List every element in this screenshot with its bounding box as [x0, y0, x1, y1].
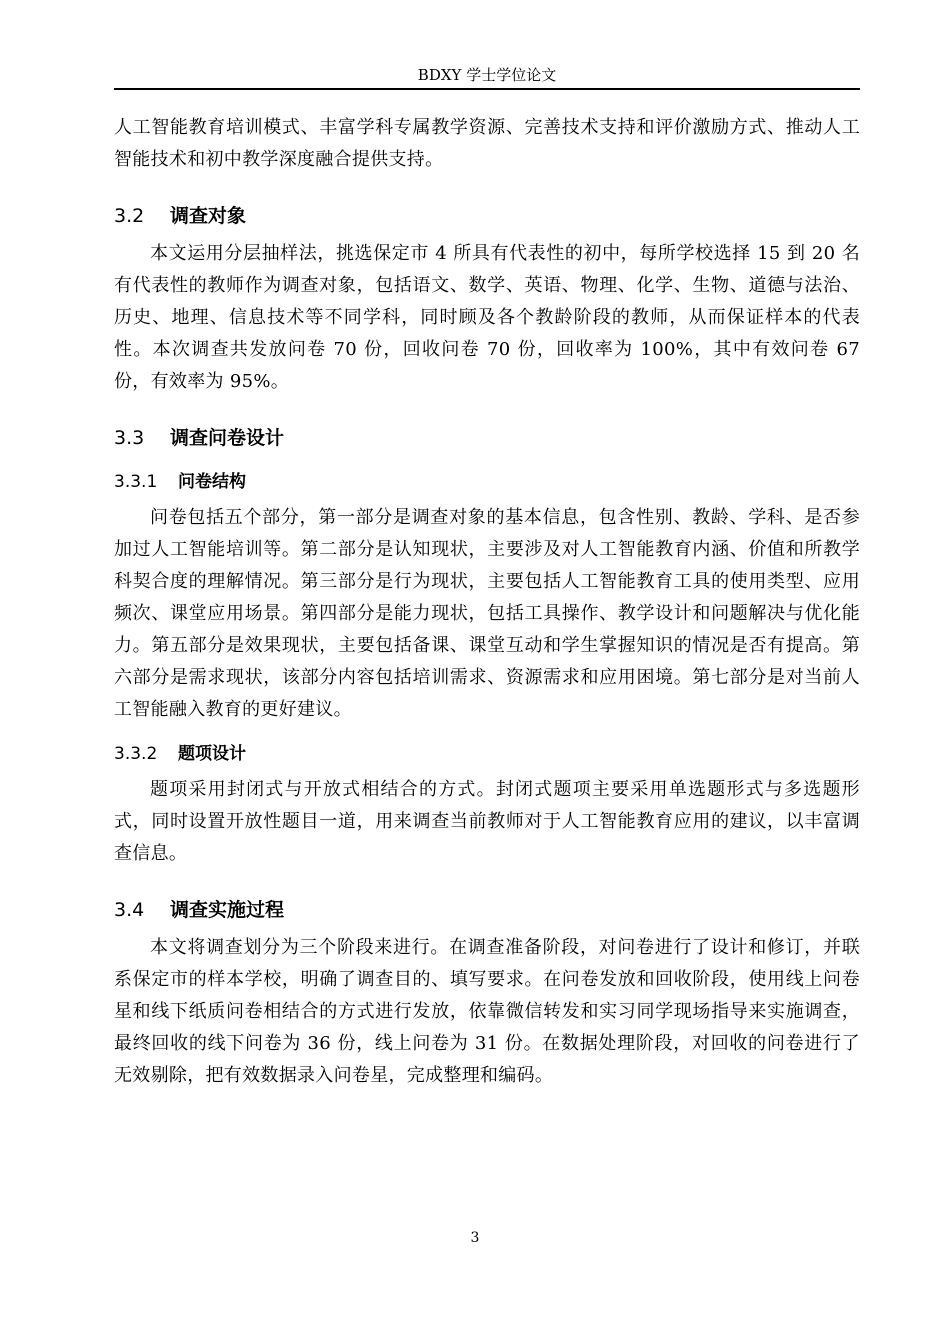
section-title: 调查实施过程 [170, 899, 285, 921]
subsection-title: 问卷结构 [178, 472, 246, 492]
section-number: 3.3 [114, 427, 145, 449]
header-title: BDXY 学士学位论文 [417, 66, 557, 84]
subsection-heading-3-3-1 [114, 466, 860, 498]
section-number: 3.2 [114, 205, 145, 227]
page-number: 3 [470, 1230, 480, 1246]
section-heading-3-4 [114, 894, 860, 926]
section-number: 3.4 [114, 899, 145, 921]
section-heading-3-2 [114, 200, 860, 232]
subsection-number: 3.3.2 [114, 744, 158, 764]
section-heading-3-3 [114, 422, 860, 454]
subsection-title: 题项设计 [178, 744, 246, 764]
subsection-3-3-2-paragraph: 题项采用封闭式与开放式相结合的方式。封闭式题项主要采用单选题形式与多选题形式，同时设置开放性题目一道，用来调查当前教师对于人工智能教育应用的建议，以丰富调查信息。 [114, 779, 860, 864]
page-body [114, 112, 860, 1092]
subsection-number: 3.3.1 [114, 472, 158, 492]
intro-paragraph: 人工智能教育培训模式、丰富学科专属教学资源、完善技术支持和评价激励方式、推动人工智能技术和初中教学深度融合提供支持。 [114, 117, 860, 170]
subsection-3-3-1-paragraph: 问卷包括五个部分，第一部分是调查对象的基本信息，包含性别、教龄、学科、是否参加过人工智能培训等。第二部分是认知现状，主要涉及对人工智能教育内涵、价值和所教学科契合度的理解情况。第三部分是行为现状，主要包括人工智能教育工具的使用类型、应用频次、课堂应用场景。第四部分是能力现状，包括工具操作、教学设计和问题解决与优化能力。第五部分是效果现状，主要包括备课、课堂互动和学生掌握知识的情况是否有提高。第六部分是需求现状，该部分内容包括培训需求、资源需求和应用困境。第七部分是对当前人工智能融入教育的更好建议。 [114, 507, 860, 720]
running-header [114, 64, 860, 90]
section-3-2-paragraph: 本文运用分层抽样法，挑选保定市 4 所具有代表性的初中，每所学校选择 15 到 20 名有代表性的教师作为调查对象，包括语文、数学、英语、物理、化学、生物、道德与法治、历史、地理、信息技术等不同学科，同时顾及各个教龄阶段的教师，从而保证样本的代表性。本次调查共发放问卷 70 份，回收问卷 70 份，回收率为 100%，其中有效问卷 67 份，有效率为 95%。 [114, 243, 860, 392]
section-title: 调查问卷设计 [170, 427, 285, 449]
subsection-heading-3-3-2 [114, 738, 860, 770]
section-title: 调查对象 [170, 205, 247, 227]
section-3-4-paragraph: 本文将调查划分为三个阶段来进行。在调查准备阶段，对问卷进行了设计和修订，并联系保定市的样本学校，明确了调查目的、填写要求。在问卷发放和回收阶段，使用线上问卷星和线下纸质问卷相结合的方式进行发放，依靠微信转发和实习同学现场指导来实施调查，最终回收的线下问卷为 36 份，线上问卷为 31 份。在数据处理阶段，对回收的问卷进行了无效剔除，把有效数据录入问卷星，完成整理和编码。 [114, 937, 860, 1086]
